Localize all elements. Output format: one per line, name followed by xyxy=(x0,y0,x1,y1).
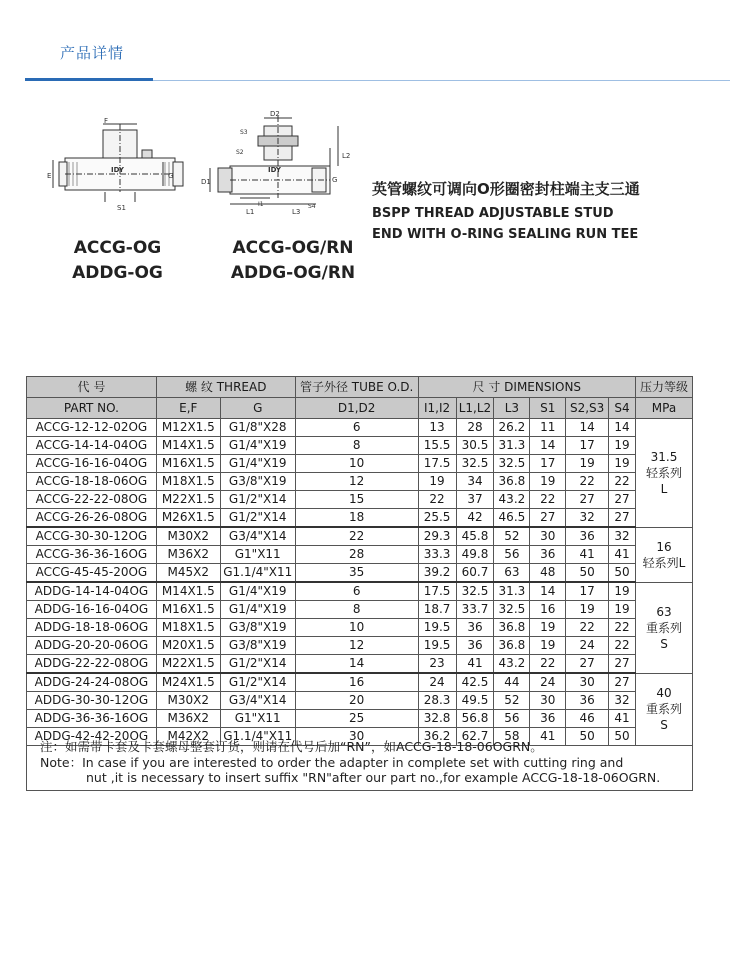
table-cell: 27 xyxy=(609,655,636,674)
pressure-series: 轻系列 xyxy=(645,465,682,480)
table-cell: 32.5 xyxy=(494,455,530,473)
table-cell: G1"X11 xyxy=(220,546,295,564)
table-cell: G3/8"X19 xyxy=(220,473,295,491)
pressure-value: 16 xyxy=(656,539,672,554)
table-row xyxy=(27,619,693,637)
table-cell: 22 xyxy=(609,619,636,637)
table-cell: 46.5 xyxy=(494,509,530,528)
table-cell: 32 xyxy=(609,692,636,710)
table-cell: G1/4"X19 xyxy=(220,582,295,601)
model-name: ADDG-OG/RN xyxy=(230,263,356,283)
table-cell: M36X2 xyxy=(156,546,220,564)
table-cell: 25.5 xyxy=(418,509,456,528)
table-cell: M45X2 xyxy=(156,564,220,583)
header-part-no: PART NO. xyxy=(27,398,157,419)
table-cell: 8 xyxy=(295,601,418,619)
table-cell: ADDG-14-14-04OG xyxy=(27,582,157,601)
table-cell: 30 xyxy=(566,673,609,692)
table-row xyxy=(27,473,693,491)
table-cell: G1.1/4"X11 xyxy=(220,728,295,746)
table-cell: M14X1.5 xyxy=(156,582,220,601)
table-cell: 19 xyxy=(609,437,636,455)
header-pressure: 压力等级 xyxy=(636,377,693,398)
table-cell: 16 xyxy=(295,673,418,692)
header-g: G xyxy=(220,398,295,419)
pressure-group-cell xyxy=(636,582,693,673)
spec-table-body xyxy=(27,419,693,746)
table-cell: 45.8 xyxy=(456,527,494,546)
table-cell: 13 xyxy=(418,419,456,437)
table-row xyxy=(27,582,693,601)
table-cell: ADDG-18-18-06OG xyxy=(27,619,157,637)
note-en: Note：In case if you are interested to order the adapter in complete set with cutting ring and xyxy=(40,754,624,770)
table-cell: 27 xyxy=(609,509,636,528)
note-cn: 注：如需带卡套及卡套螺母整套订货，则请在代号后加“RN”，如ACCG-18-18-06OGRN。 xyxy=(40,739,543,754)
product-name-en-line: END WITH O-RING SEALING RUN TEE xyxy=(372,227,639,242)
label-e: E xyxy=(47,172,52,180)
brand-logo: IDY xyxy=(111,166,124,174)
table-cell: 30 xyxy=(530,527,566,546)
table-cell: 19.5 xyxy=(418,619,456,637)
table-cell: 27 xyxy=(530,509,566,528)
table-cell: 27 xyxy=(566,491,609,509)
label-l3: L3 xyxy=(292,208,301,216)
table-cell: 23 xyxy=(418,655,456,674)
table-row xyxy=(27,491,693,509)
header-tube: 管子外径 TUBE O.D. xyxy=(295,377,418,398)
table-cell: 19 xyxy=(609,455,636,473)
table-cell: 58 xyxy=(494,728,530,746)
header-s4: S4 xyxy=(609,398,636,419)
table-cell: 22 xyxy=(418,491,456,509)
table-cell: ACCG-22-22-08OG xyxy=(27,491,157,509)
label-s2: S2 xyxy=(236,149,244,156)
table-cell: 50 xyxy=(566,564,609,583)
table-cell: 17.5 xyxy=(418,455,456,473)
table-cell: 62.7 xyxy=(456,728,494,746)
table-cell: 36 xyxy=(530,710,566,728)
table-cell: M22X1.5 xyxy=(156,655,220,674)
table-cell: ACCG-36-36-16OG xyxy=(27,546,157,564)
table-cell: 34 xyxy=(456,473,494,491)
table-cell: 42 xyxy=(456,509,494,528)
table-cell: 36.8 xyxy=(494,473,530,491)
label-g: G xyxy=(168,172,174,180)
table-row xyxy=(27,455,693,473)
table-cell: 22 xyxy=(530,655,566,674)
table-row xyxy=(27,546,693,564)
table-cell: 10 xyxy=(295,619,418,637)
pressure-group-cell xyxy=(636,419,693,528)
table-cell: 32 xyxy=(609,527,636,546)
pressure-series: 轻系列L xyxy=(642,555,686,570)
table-cell: 24 xyxy=(566,637,609,655)
table-row xyxy=(27,655,693,674)
product-name-en-line: BSPP THREAD ADJUSTABLE STUD xyxy=(372,206,614,221)
table-cell: ADDG-16-16-04OG xyxy=(27,601,157,619)
brand-logo: IDY xyxy=(268,166,281,174)
table-cell: M30X2 xyxy=(156,692,220,710)
pressure-value: 40 xyxy=(656,686,672,701)
table-cell: 46 xyxy=(566,710,609,728)
table-cell: 33.7 xyxy=(456,601,494,619)
pressure-value: 31.5 xyxy=(650,449,678,464)
table-cell: 19 xyxy=(609,601,636,619)
table-cell: G3/4"X14 xyxy=(220,527,295,546)
table-cell: 32.5 xyxy=(456,455,494,473)
table-cell: 63 xyxy=(494,564,530,583)
table-cell: 56 xyxy=(494,710,530,728)
table-cell: 24 xyxy=(418,673,456,692)
table-cell: 22 xyxy=(530,491,566,509)
table-cell: 36 xyxy=(566,527,609,546)
table-cell: 6 xyxy=(295,582,418,601)
table-cell: 32.8 xyxy=(418,710,456,728)
label-l2: L2 xyxy=(342,152,351,160)
table-cell: G1/4"X19 xyxy=(220,437,295,455)
label-s1: S1 xyxy=(117,204,126,212)
section-title: 产品详情 xyxy=(60,44,125,62)
table-row xyxy=(27,437,693,455)
table-cell: 32.5 xyxy=(456,582,494,601)
table-cell: M20X1.5 xyxy=(156,637,220,655)
table-cell: 30 xyxy=(295,728,418,746)
table-cell: 36.8 xyxy=(494,619,530,637)
header-mpa: MPa xyxy=(636,398,693,419)
table-cell: 50 xyxy=(609,564,636,583)
table-cell: G1/2"X14 xyxy=(220,491,295,509)
table-cell: G1/2"X14 xyxy=(220,509,295,528)
model-name: ADDG-OG xyxy=(72,263,163,283)
table-cell: 52 xyxy=(494,692,530,710)
table-cell: M18X1.5 xyxy=(156,619,220,637)
table-cell: 28 xyxy=(456,419,494,437)
table-cell: 19 xyxy=(530,473,566,491)
table-cell: 41 xyxy=(609,710,636,728)
table-cell: G1/2"X14 xyxy=(220,673,295,692)
pressure-value: 63 xyxy=(656,604,672,619)
table-cell: 10 xyxy=(295,455,418,473)
table-cell: 15.5 xyxy=(418,437,456,455)
table-cell: 22 xyxy=(566,619,609,637)
table-cell: 6 xyxy=(295,419,418,437)
table-row xyxy=(27,673,693,692)
table-cell: ADDG-20-20-06OG xyxy=(27,637,157,655)
product-name-cn: 英管螺纹可调向O形圈密封柱端主支三通 xyxy=(372,180,640,198)
label-d1: D1 xyxy=(201,178,211,186)
table-cell: 50 xyxy=(609,728,636,746)
table-cell: 41 xyxy=(609,546,636,564)
table-cell: 36 xyxy=(456,619,494,637)
table-cell: G1.1/4"X11 xyxy=(220,564,295,583)
table-cell: 12 xyxy=(295,637,418,655)
table-cell: ACCG-12-12-02OG xyxy=(27,419,157,437)
table-cell: G1/8"X28 xyxy=(220,419,295,437)
table-cell: M18X1.5 xyxy=(156,473,220,491)
table-cell: G1/4"X19 xyxy=(220,601,295,619)
table-cell: 41 xyxy=(530,728,566,746)
table-cell: 29.3 xyxy=(418,527,456,546)
table-cell: G3/8"X19 xyxy=(220,619,295,637)
table-cell: 19 xyxy=(566,455,609,473)
table-cell: ACCG-18-18-06OG xyxy=(27,473,157,491)
spec-table xyxy=(26,376,693,746)
table-cell: 17 xyxy=(530,455,566,473)
table-cell: 19 xyxy=(609,582,636,601)
pressure-code: S xyxy=(660,718,668,733)
table-cell: 56.8 xyxy=(456,710,494,728)
table-cell: 36.2 xyxy=(418,728,456,746)
model-names-left xyxy=(55,236,180,286)
table-cell: 20 xyxy=(295,692,418,710)
table-cell: G1/4"X19 xyxy=(220,455,295,473)
product-name-en xyxy=(372,203,638,245)
table-cell: M36X2 xyxy=(156,710,220,728)
table-cell: 49.8 xyxy=(456,546,494,564)
table-cell: 33.3 xyxy=(418,546,456,564)
pressure-group-cell xyxy=(636,527,693,582)
header-d: D1,D2 xyxy=(295,398,418,419)
table-cell: M42X2 xyxy=(156,728,220,746)
table-row xyxy=(27,527,693,546)
table-cell: 56 xyxy=(494,546,530,564)
table-cell: ACCG-45-45-20OG xyxy=(27,564,157,583)
table-cell: 16 xyxy=(530,601,566,619)
header-code: 代 号 xyxy=(27,377,157,398)
table-cell: 35 xyxy=(295,564,418,583)
table-cell: 44 xyxy=(494,673,530,692)
table-cell: 19 xyxy=(530,619,566,637)
table-cell: 42.5 xyxy=(456,673,494,692)
table-cell: 26.2 xyxy=(494,419,530,437)
table-cell: ADDG-42-42-20OG xyxy=(27,728,157,746)
table-row xyxy=(27,637,693,655)
label-g: G xyxy=(332,176,338,184)
table-cell: 17.5 xyxy=(418,582,456,601)
table-cell: G3/4"X14 xyxy=(220,692,295,710)
table-cell: 31.3 xyxy=(494,582,530,601)
table-cell: 22 xyxy=(295,527,418,546)
table-row xyxy=(27,601,693,619)
header-l: L1,L2 xyxy=(456,398,494,419)
label-s3: S3 xyxy=(240,129,248,136)
table-cell: 17 xyxy=(566,437,609,455)
table-row xyxy=(27,692,693,710)
table-cell: M12X1.5 xyxy=(156,419,220,437)
table-cell: 36 xyxy=(456,637,494,655)
header-l3: L3 xyxy=(494,398,530,419)
table-cell: 22 xyxy=(609,473,636,491)
table-cell: ADDG-36-36-16OG xyxy=(27,710,157,728)
table-cell: 19 xyxy=(530,637,566,655)
pressure-series: 重系列 xyxy=(645,620,682,635)
table-cell: 18 xyxy=(295,509,418,528)
table-cell: 39.2 xyxy=(418,564,456,583)
table-cell: 36 xyxy=(566,692,609,710)
table-cell: M26X1.5 xyxy=(156,509,220,528)
table-cell: 28.3 xyxy=(418,692,456,710)
table-row xyxy=(27,419,693,437)
header-dimensions: 尺 寸 DIMENSIONS xyxy=(418,377,635,398)
table-cell: 19.5 xyxy=(418,637,456,655)
table-cell: 37 xyxy=(456,491,494,509)
table-cell: 11 xyxy=(530,419,566,437)
table-cell: M14X1.5 xyxy=(156,437,220,455)
table-cell: 27 xyxy=(609,673,636,692)
table-cell: ACCG-30-30-12OG xyxy=(27,527,157,546)
drawing-accg-og-rn xyxy=(200,108,360,220)
table-cell: 43.2 xyxy=(494,491,530,509)
table-cell: 14 xyxy=(530,437,566,455)
drawing-accg-og xyxy=(45,110,195,220)
table-cell: M24X1.5 xyxy=(156,673,220,692)
label-l1: L1 xyxy=(246,208,255,216)
table-cell: 50 xyxy=(566,728,609,746)
table-cell: 14 xyxy=(609,419,636,437)
header-s1: S1 xyxy=(530,398,566,419)
table-cell: ACCG-26-26-08OG xyxy=(27,509,157,528)
table-cell: M16X1.5 xyxy=(156,601,220,619)
table-cell: 28 xyxy=(295,546,418,564)
model-names-right xyxy=(218,236,368,286)
table-cell: G1"X11 xyxy=(220,710,295,728)
table-cell: 15 xyxy=(295,491,418,509)
header-i: I1,I2 xyxy=(418,398,456,419)
header-s23: S2,S3 xyxy=(566,398,609,419)
table-cell: 32.5 xyxy=(494,601,530,619)
table-cell: 27 xyxy=(609,491,636,509)
table-cell: ACCG-14-14-04OG xyxy=(27,437,157,455)
table-cell: G1/2"X14 xyxy=(220,655,295,674)
table-cell: 25 xyxy=(295,710,418,728)
table-cell: 31.3 xyxy=(494,437,530,455)
table-cell: 30.5 xyxy=(456,437,494,455)
table-row xyxy=(27,509,693,528)
table-cell: M16X1.5 xyxy=(156,455,220,473)
table-cell: 49.5 xyxy=(456,692,494,710)
table-cell: 19 xyxy=(418,473,456,491)
table-cell: 41 xyxy=(566,546,609,564)
label-s4: S4 xyxy=(308,203,316,210)
table-cell: 14 xyxy=(295,655,418,674)
model-name: ACCG-OG xyxy=(73,238,162,258)
table-cell: ADDG-30-30-12OG xyxy=(27,692,157,710)
table-cell: ADDG-22-22-08OG xyxy=(27,655,157,674)
pressure-code: S xyxy=(660,636,668,651)
table-cell: 27 xyxy=(566,655,609,674)
table-cell: 24 xyxy=(530,673,566,692)
label-f: F xyxy=(104,117,109,125)
table-cell: 22 xyxy=(566,473,609,491)
table-cell: 36 xyxy=(530,546,566,564)
table-cell: G3/8"X19 xyxy=(220,637,295,655)
table-cell: 43.2 xyxy=(494,655,530,674)
table-cell: 41 xyxy=(456,655,494,674)
table-cell: 8 xyxy=(295,437,418,455)
section-divider-accent xyxy=(25,78,153,81)
table-row xyxy=(27,710,693,728)
label-d2: D2 xyxy=(270,110,280,118)
order-notes xyxy=(26,734,693,791)
pressure-series: 重系列 xyxy=(645,702,682,717)
table-row xyxy=(27,564,693,583)
model-name: ACCG-OG/RN xyxy=(232,238,354,258)
pressure-code: L xyxy=(660,481,668,496)
table-cell: M30X2 xyxy=(156,527,220,546)
table-cell: M22X1.5 xyxy=(156,491,220,509)
table-cell: 36.8 xyxy=(494,637,530,655)
table-cell: 14 xyxy=(530,582,566,601)
label-i1: I1 xyxy=(258,201,264,208)
table-cell: 19 xyxy=(566,601,609,619)
table-cell: 32 xyxy=(566,509,609,528)
table-cell: ACCG-16-16-04OG xyxy=(27,455,157,473)
header-thread: 螺 纹 THREAD xyxy=(156,377,295,398)
table-cell: 14 xyxy=(566,419,609,437)
table-cell: 52 xyxy=(494,527,530,546)
table-cell: 48 xyxy=(530,564,566,583)
table-cell: 17 xyxy=(566,582,609,601)
table-cell: 60.7 xyxy=(456,564,494,583)
note-en-continued: nut ,it is necessary to insert suffix "RN"after our part no.,for example ACCG-18-18-06OGRN. xyxy=(86,770,661,785)
table-cell: 12 xyxy=(295,473,418,491)
table-cell: ADDG-24-24-08OG xyxy=(27,673,157,692)
table-cell: 18.7 xyxy=(418,601,456,619)
header-ef: E,F xyxy=(156,398,220,419)
table-cell: 22 xyxy=(609,637,636,655)
table-cell: 30 xyxy=(530,692,566,710)
